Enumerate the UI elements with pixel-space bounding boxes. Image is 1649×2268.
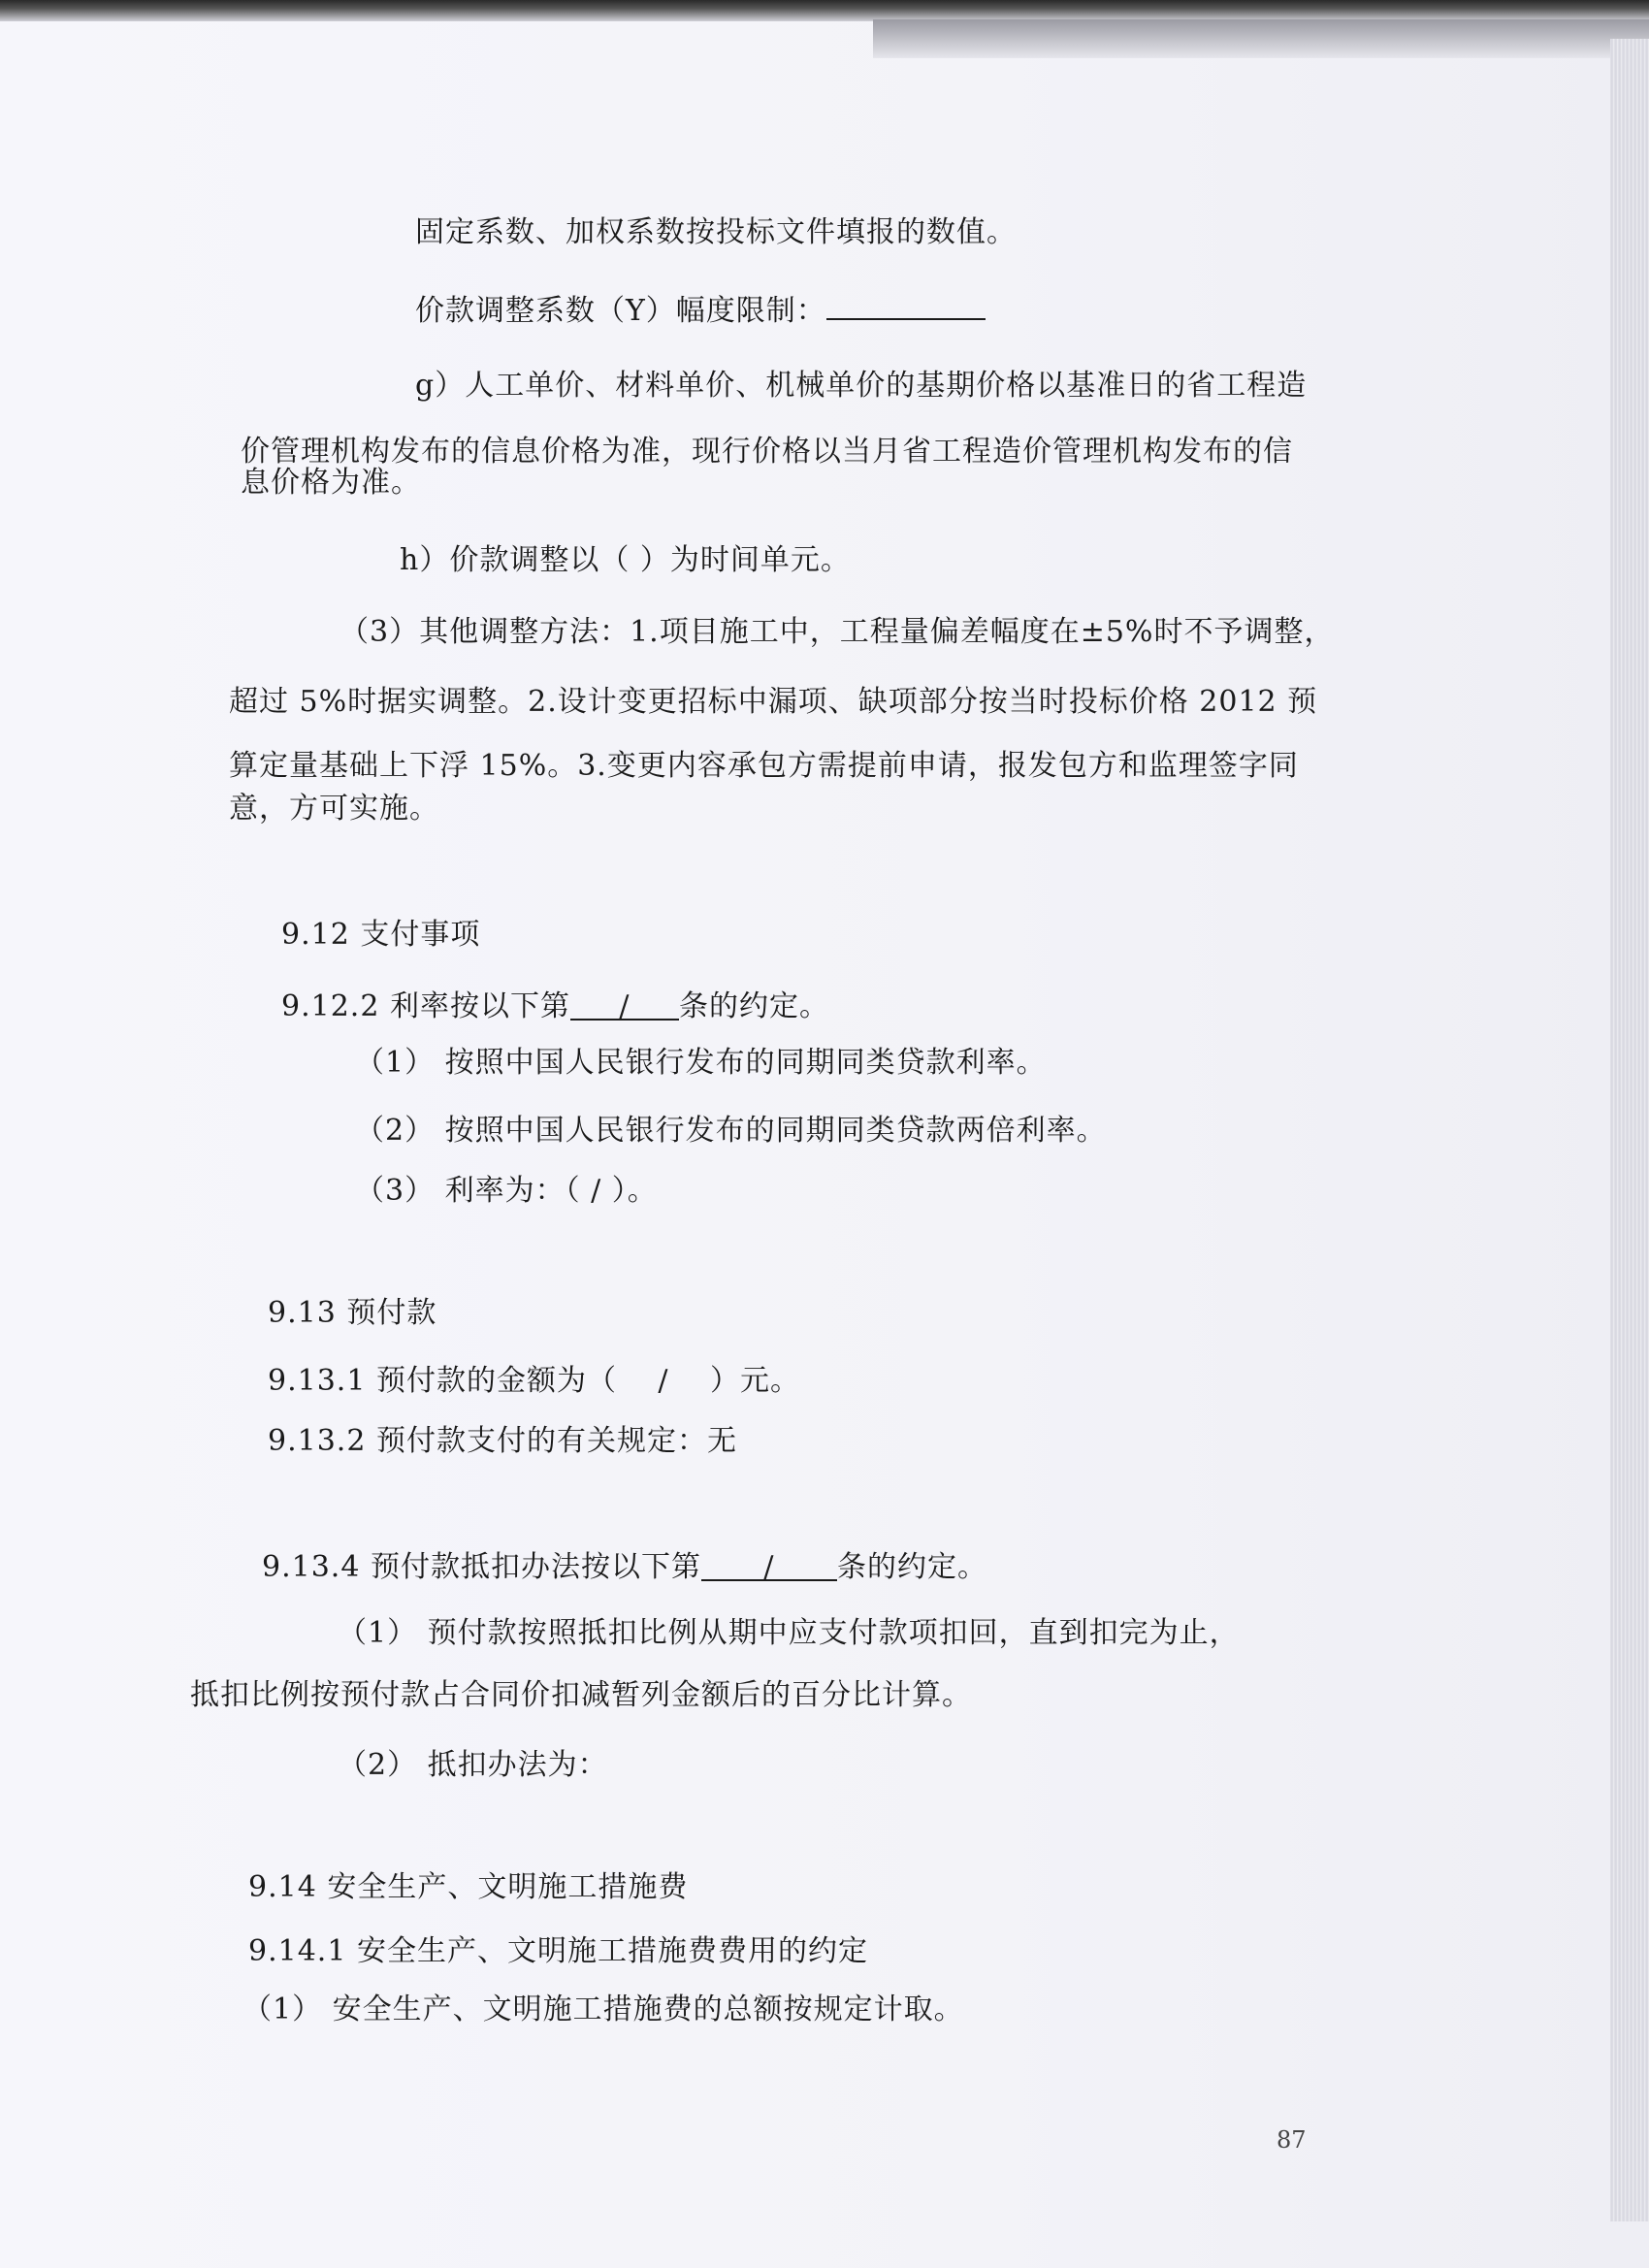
blank-value: /	[658, 1364, 669, 1398]
text-line: g）人工单价、材料单价、机械单价的基期价格以基准日的省工程造	[415, 369, 1308, 403]
text-line: （2） 抵扣办法为：	[338, 1748, 608, 1782]
page-number: 87	[1277, 2126, 1307, 2154]
text-line: 算定量基础上下浮 15%。3.变更内容承包方需提前申请，报发包方和监理签字同	[229, 749, 1299, 783]
text-line	[281, 988, 829, 1026]
text-fragment: 9.13.1 预付款的金额为（	[268, 1364, 617, 1398]
section-heading: 9.13 预付款	[268, 1296, 437, 1330]
text-line: 价管理机构发布的信息价格为准，现行价格以当月省工程造价管理机构发布的信	[241, 435, 1293, 469]
page-stack-edge	[1610, 39, 1649, 2221]
text-line: 9.13.2 预付款支付的有关规定：无	[268, 1424, 737, 1458]
text-fragment: 条的约定。	[678, 989, 829, 1023]
blank-field	[826, 287, 986, 320]
text-fragment: 价款调整系数（Y）幅度限制：	[415, 294, 826, 328]
text-line: 超过 5%时据实调整。2.设计变更招标中漏项、缺项部分按当时投标价格 2012 预	[229, 685, 1318, 719]
blank-field: /	[701, 1548, 837, 1581]
text-line: （3） 利率为：（ / ）。	[355, 1174, 658, 1208]
text-line: 9.14.1 安全生产、文明施工措施费费用的约定	[248, 1934, 868, 1968]
text-line	[415, 287, 986, 331]
text-line: （1） 按照中国人民银行发布的同期同类贷款利率。	[355, 1046, 1047, 1080]
text-fragment: 9.12.2 利率按以下第	[281, 989, 570, 1023]
text-line: （1） 预付款按照抵扣比例从期中应支付款项扣回，直到扣完为止，	[338, 1616, 1240, 1650]
text-fragment: 条的约定。	[836, 1550, 987, 1584]
text-line: 息价格为准。	[241, 466, 421, 500]
text-line: h）价款调整以（ ）为时间单元。	[400, 543, 851, 577]
text-line: （1） 安全生产、文明施工措施费的总额按规定计取。	[242, 1993, 964, 2026]
text-line: 固定系数、加权系数按投标文件填报的数值。	[415, 215, 1017, 249]
text-fragment: 9.13.4 预付款抵扣办法按以下第	[262, 1550, 701, 1584]
text-line: 抵扣比例按预付款占合同价扣减暂列金额后的百分比计算。	[190, 1678, 972, 1712]
text-line: 意，方可实施。	[229, 792, 439, 826]
text-fragment: ）元。	[709, 1364, 800, 1398]
text-line: （3）其他调整方法：1.项目施工中，工程量偏差幅度在±5%时不予调整，	[340, 615, 1335, 649]
text-line	[268, 1362, 800, 1401]
blank-field: /	[570, 988, 679, 1021]
section-heading: 9.14 安全生产、文明施工措施费	[248, 1870, 689, 1904]
section-heading: 9.12 支付事项	[281, 918, 481, 952]
text-line: （2） 按照中国人民银行发布的同期同类贷款两倍利率。	[355, 1114, 1107, 1148]
scan-edge-shadow-secondary	[873, 19, 1649, 58]
text-line	[262, 1548, 987, 1587]
scan-edge-shadow	[0, 0, 1649, 21]
